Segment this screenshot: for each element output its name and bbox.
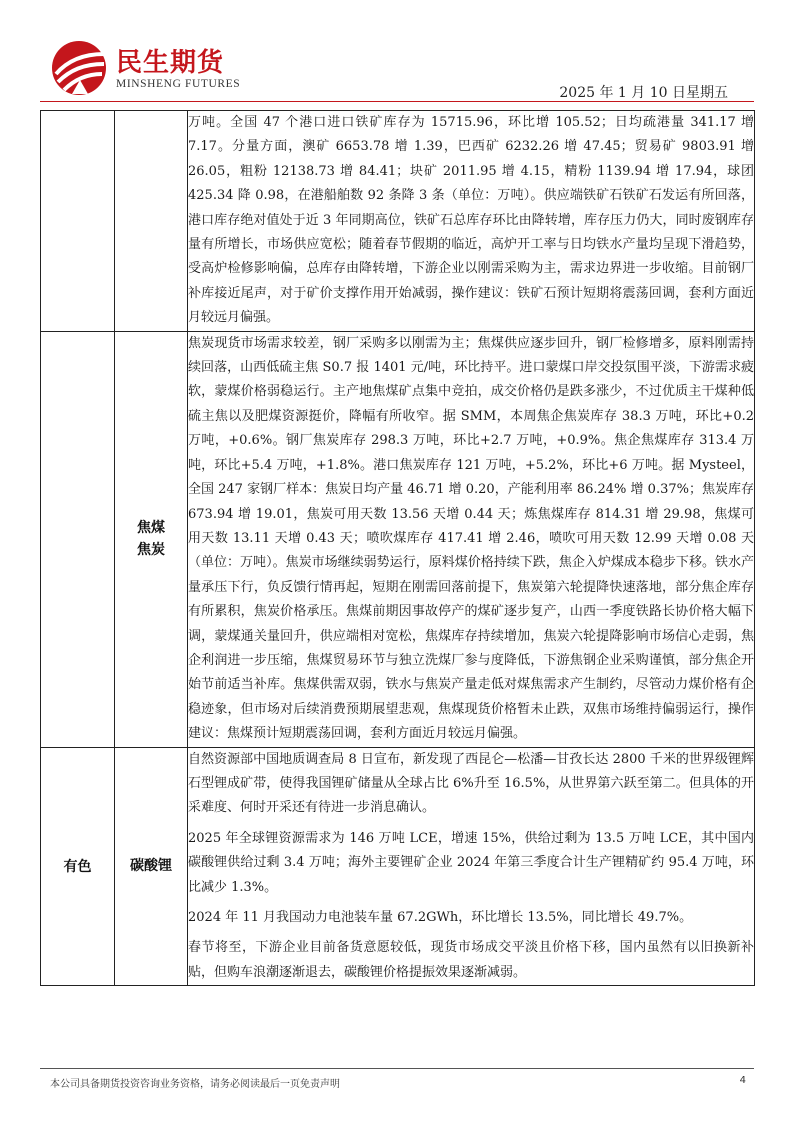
subcategory-cell [115,747,188,986]
page-header [0,0,794,104]
footer-divider [40,1068,754,1069]
category-cell: 有色 [41,747,115,986]
analysis-paragraph: 春节将至，下游企业目前备货意愿较低，现货市场成交平淡且价格下移，国内虽然有以旧换新补贴，但购车浪潮逐渐退去，碳酸锂价格提振效果逐渐减弱。 [188,940,754,980]
brand-name-cn: 民生期货 [116,48,225,78]
table-row-coking-coal [41,331,755,747]
analysis-cell [188,111,755,332]
analysis-paragraph: 万吨。全国 47 个港口进口铁矿库存为 15715.96，环比增 105.52；日均疏港量 341.17 增 7.17。分量方面，澳矿 6653.78 增 1.39，巴西矿 6232.26 增 47.45；贸易矿 9803.91 增 26.05，粗粉 12138.73 增 84.41；块矿 2011.95 增 4.15，精粉 1139.94 增 17.94，球团 425.34 降 0.98，在港船舶数 92 条降 3 条（单位：万吨）。供应端铁矿石铁矿石发运有所回落，港口库存绝对值处于近 3 年同期高位，铁矿石总库存环比由降转增，库存压力仍大，同时废钢库存量有所增长，市场供应宽松；随着春节假期的临近，高炉开工率与日均铁水产量均呈现下滑趋势，受高炉检修影响偏，总库存由降转增，下游企业以刚需采购为主，需求边界进一步收缩。目前钢厂补库接近尾声，对于矿价支撑作用开始减弱，操作建议：铁矿石预计短期将震荡回调，套利方面近月较远月偏强。 [188,115,754,326]
subcategory-cell [115,331,188,747]
category-cell [41,111,115,332]
subcategory-label-lithium-carbonate: 碳酸锂 [130,858,172,875]
analysis-paragraph: 焦炭现货市场需求较差，钢厂采购多以刚需为主；焦煤供应逐步回升，钢厂检修增多，原料刚需持续回落，山西低硫主焦 S0.7 报 1401 元/吨，环比持平。进口蒙煤口岸交投氛围平淡，下游需求疲软，蒙煤价格弱稳运行。主产地焦煤矿点集中竞拍，成交价格仍是跌多涨少，不过优质主干煤种低硫主焦以及肥煤资源挺价，降幅有所收窄。据 SMM，本周焦企焦炭库存 38.3 万吨，环比+0.2 万吨，+0.6%。钢厂焦炭库存 298.3 万吨，环比+2.7 万吨，+0.9%。焦企焦煤库存 313.4 万吨，环比+5.4 万吨，+1.8%。港口焦炭库存 121 万吨，+5.2%，环比+6 万吨。据 Mysteel，全国 247 家钢厂样本：焦炭日均产量 46.71 增 0.20，产能利用率 86.24% 增 0.37%；焦炭库存 673.94 增 19.01，焦炭可用天数 13.56 天增 0.44 天；炼焦煤库存 814.31 增 29.98，焦煤可用天数 13.11 天增 0.43 天；喷吹煤库存 417.41 增 2.46，喷吹可用天数 12.99 天增 0.08 天（单位：万吨）。焦炭市场继续弱势运行，原料煤价格持续下跌，焦企入炉煤成本稳步下移。铁水产量承压下行，负反馈行情再起，短期在刚需回落前提下，焦炭第六轮提降快速落地，部分焦企库存有所累积，焦炭价格承压。焦煤前期因事故停产的煤矿逐步复产，山西一季度铁路长协价格大幅下调，蒙煤通关量回升，供应端相对宽松，焦煤库存持续增加，焦炭六轮提降影响市场信心走弱，焦企利润进一步压缩，焦煤贸易环节与独立洗煤厂参与度降低，下游焦钢企业采购谨慎，部分焦企开始节前适当补库。焦煤供需双弱，铁水与焦炭产量走低对煤焦需求产生制约，尽管动力煤价格有企稳迹象，但市场对后续消费预期展望悲观，焦煤现货价格暂未止跌，双焦市场维持偏弱运行，操作建议：焦煤预计短期震荡回调，套利方面近月较远月偏强。 [188,335,755,742]
analysis-paragraph: 自然资源部中国地质调查局 8 日宣布，新发现了西昆仑—松潘—甘孜长达 2800 千米的世界级锂辉石型锂成矿带，使得我国锂矿储量从全球占比 6%升至 16.5%，从世界第六跃至第二。但具体的开采难度、何时开采还有待进一步消息确认。 [188,751,754,816]
page-number: 4 [739,1075,746,1086]
analysis-paragraph: 2025 年全球锂资源需求为 146 万吨 LCE，增速 15%，供给过剩为 13.5 万吨 LCE，其中国内碳酸锂供给过剩 3.4 万吨；海外主要锂矿企业 2024 年第三季度合计生产锂精矿约 95.4 万吨，环比减少 1.3%。 [188,830,754,895]
subcategory-cell [115,111,188,332]
header-divider [40,101,754,102]
subcategory-label-coke: 焦炭 [137,542,165,559]
report-date: 2025 年 1 月 10 日星期五 [559,85,728,101]
table-row-iron-ore [41,111,755,332]
table-row-lithium-carbonate [41,747,755,986]
analysis-cell [188,331,755,747]
analysis-paragraph: 2024 年 11 月我国动力电池装车量 67.2GWh，环比增长 13.5%，同比增长 49.7%。 [188,910,693,925]
analysis-cell [188,747,755,986]
minsheng-logo-icon [50,40,108,96]
commodity-analysis-table [40,110,755,986]
subcategory-label-coking-coal: 焦煤 [137,520,165,537]
brand-name-en: MINSHENG FUTURES [116,78,241,90]
footer-disclaimer: 本公司具备期货投资咨询业务资格，请务必阅读最后一页免责声明 [50,1079,340,1090]
category-cell [41,331,115,747]
